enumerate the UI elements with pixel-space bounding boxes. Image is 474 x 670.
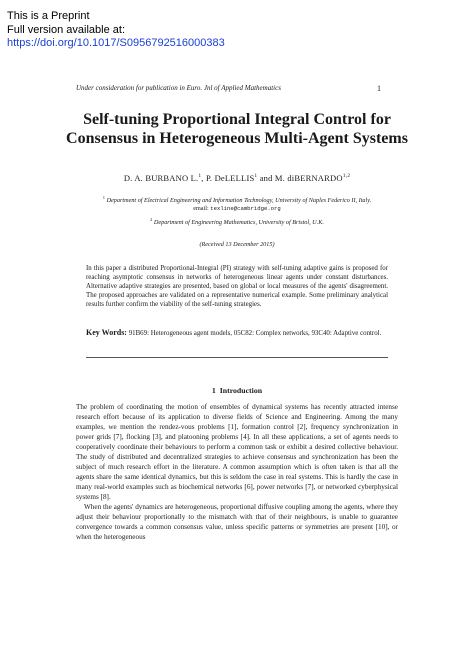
author-separator: , — [201, 172, 206, 183]
author-conjunction: and — [257, 172, 275, 183]
full-version-notice: Full version available at: — [7, 23, 126, 36]
section-title: Introduction — [219, 386, 263, 395]
author-3-affil: 1,2 — [342, 173, 351, 179]
section-heading — [76, 386, 398, 396]
section-number: 1 — [211, 386, 216, 395]
email-address[interactable]: texline@cambridge.org — [210, 205, 281, 213]
author-2-affil: 1 — [254, 173, 258, 179]
author-3: M. diBERNARDO — [274, 172, 343, 183]
affiliation-2 — [70, 216, 404, 227]
author-1-affil: 1 — [198, 173, 202, 179]
doi-link[interactable]: https://doi.org/10.1017/S0956792516000383 — [7, 37, 225, 49]
affiliation-2-marker: 2 — [150, 217, 153, 222]
running-head — [76, 84, 381, 93]
author-list — [60, 171, 414, 184]
paper-title: Self-tuning Proportional Integral Control for Consensus in Heterogeneous Multi-Agent Systems — [66, 111, 408, 147]
affiliation-2-text: Department of Engineering Mathematics, University of Bristol, U.K. — [153, 219, 324, 227]
affiliation-1-text: Department of Electrical Engineering and Information Technology, University of Naples Federico II, Italy. — [106, 197, 372, 205]
paragraph: The problem of coordinating the motion of ensembles of dynamical systems has recently attracted intense research effort because of its application to diverse fields of Science and Engineering. Among the many examples, we mention the rendez-vous problems [1], formation control [2], frequency synchronization in power grids [7], flocking [3], and platooning problems [4]. In all these applications, a set of agents needs to cooperatively coordinate their behaviours to perform a common task or exhibit a desired collective behaviour. The study of distributed and decentralized strategies to achieve consensus and synchronization has been the subject of much research effort in the literature. A common assumption which is often taken is that all the agents share the same identical dynamics, but this is seldom the case in real systems. This is hardly the case in many real-world examples such as biochemical networks [6], power networks [7], or networked cyberphysical systems [8]. — [76, 403, 398, 501]
keywords — [86, 328, 388, 338]
author-1: D. A. BURBANO L. — [123, 172, 199, 183]
keywords-label: Key Words: — [86, 328, 127, 337]
abstract: In this paper a distributed Proportional-Integral (PI) strategy with self-tuning adaptive gains is proposed for reaching asymptotic consensus in networks of heterogeneous linear agents under constant disturbances. Alternative adaptive strategies are presented, based on global or local measures of the agents' disagreement. The proposed approaches are validated on a representative numerical example. Some preliminary analytical results further confirm the viability of the self-tuning strategies. — [86, 265, 388, 309]
preprint-banner — [7, 10, 467, 51]
section-divider — [86, 357, 388, 358]
received-date: (Received 13 December 2015) — [199, 241, 275, 248]
affiliation-1 — [70, 194, 404, 213]
email-label: email: — [193, 205, 211, 213]
keywords-text: 91B69: Heterogeneous agent models, 05C82: Complex networks, 93C40: Adaptive control. — [126, 330, 382, 337]
author-2: P. DeLELLIS — [205, 172, 255, 183]
paragraph: When the agents' dynamics are heterogeneous, proportional diffusive coupling among the agents, where they adjust their behaviour proportionally to the mismatch with that of their neighbours, is unable to guarantee convergence towards a common consensus value, unless specific patterns or symmetries are present [10], or when the heterogeneous — [76, 503, 398, 541]
journal-name: Under consideration for publication in Euro. Jnl of Applied Mathematics — [76, 84, 281, 92]
affiliation-1-marker: 1 — [102, 195, 106, 200]
introduction-body — [76, 402, 398, 542]
preprint-notice: This is a Preprint — [7, 10, 90, 22]
page-number: 1 — [377, 84, 381, 93]
